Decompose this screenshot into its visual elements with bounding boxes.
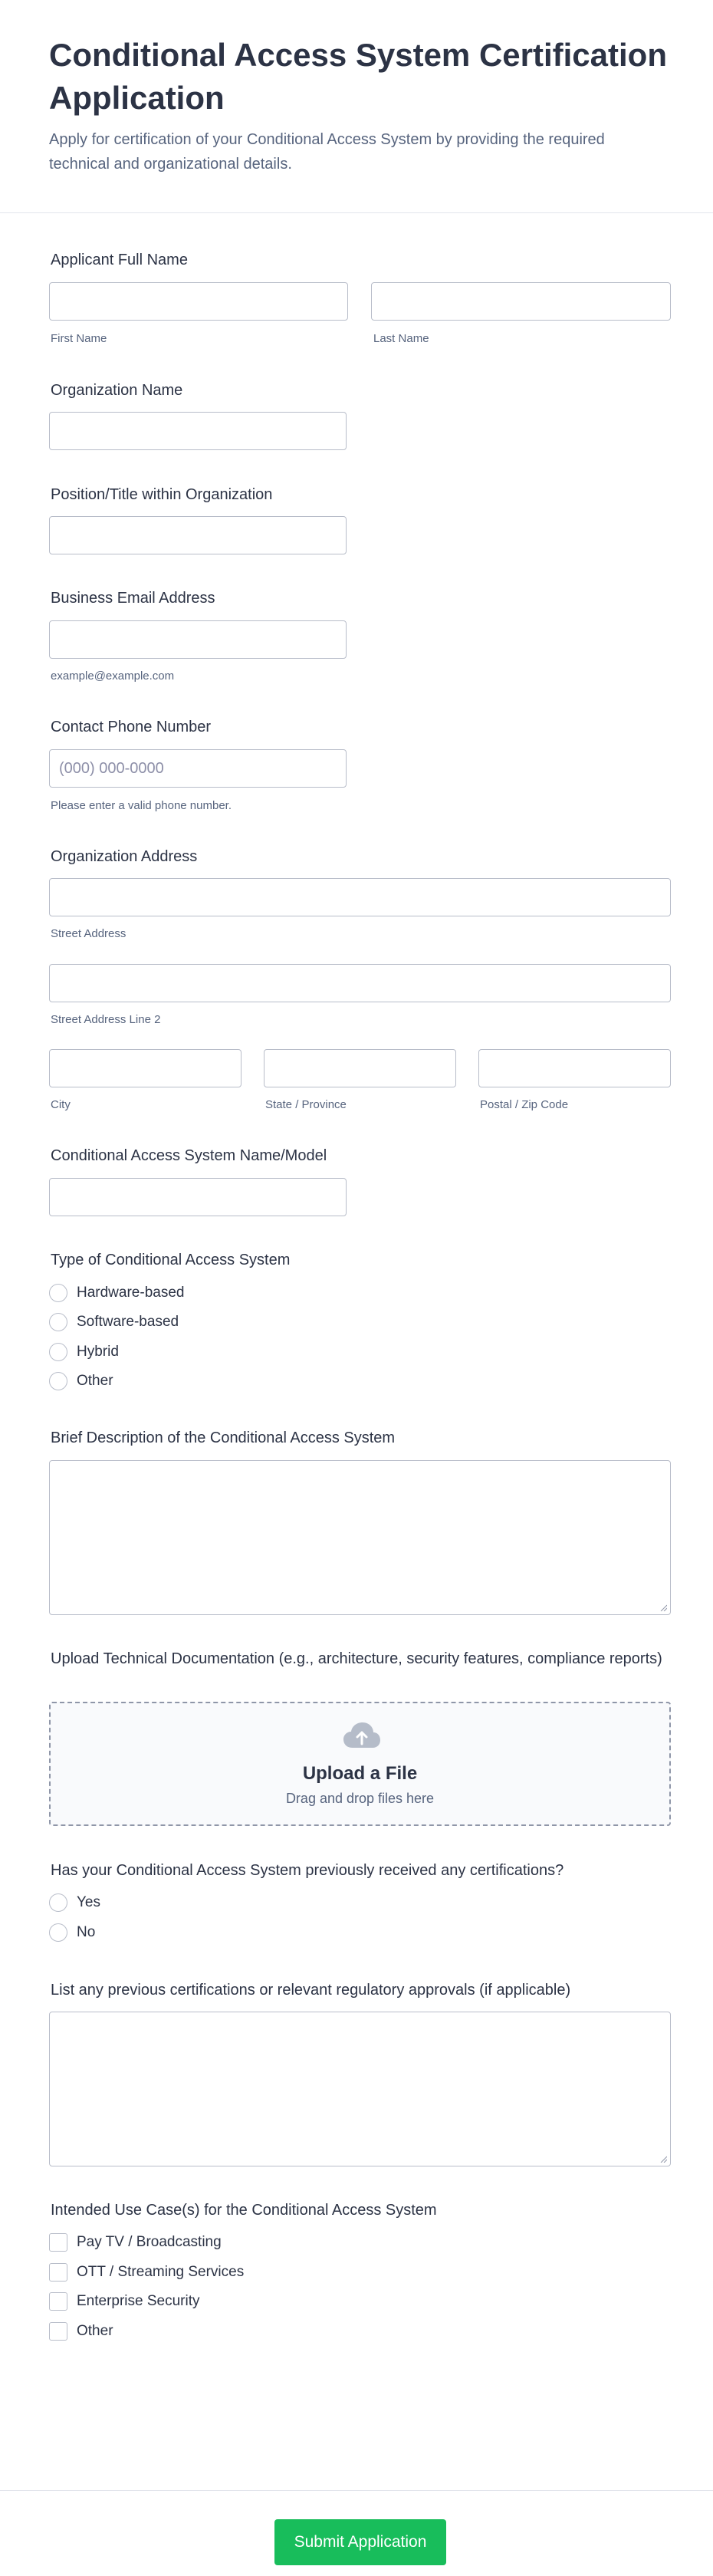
phone-label: Contact Phone Number [51, 719, 212, 735]
use-case-option[interactable] [49, 2262, 244, 2283]
radio-button[interactable] [49, 1372, 67, 1390]
email-sublabel: example@example.com [51, 669, 175, 683]
option-label: Other [77, 1373, 113, 1389]
cas-type-option[interactable] [49, 1282, 184, 1304]
footer-divider [0, 2490, 713, 2491]
prev-list-textarea[interactable] [49, 2012, 671, 2166]
radio-button[interactable] [49, 1923, 67, 1942]
page-subtitle: Apply for certification of your Conditional Access System by providing the required technical and organizational details. [49, 131, 605, 173]
street-address-input[interactable] [49, 878, 671, 916]
street-address-2-input[interactable] [49, 964, 671, 1002]
form-header [0, 0, 713, 213]
resize-handle-icon[interactable] [659, 1604, 667, 1611]
option-label: Other [77, 2323, 113, 2339]
email-input[interactable] [49, 620, 347, 659]
checkbox[interactable] [49, 2292, 67, 2311]
position-label: Position/Title within Organization [51, 486, 273, 503]
checkbox[interactable] [49, 2263, 67, 2282]
org-name-input[interactable] [49, 412, 347, 450]
cas-name-label: Conditional Access System Name/Model [51, 1147, 327, 1164]
description-textarea[interactable] [49, 1460, 671, 1615]
use-case-option[interactable] [49, 2321, 113, 2342]
street-address-sublabel: Street Address [51, 927, 127, 940]
zip-input[interactable] [478, 1049, 671, 1087]
cas-type-option[interactable] [49, 1341, 119, 1363]
cas-name-input[interactable] [49, 1178, 347, 1216]
option-label: Pay TV / Broadcasting [77, 2234, 222, 2250]
option-label: OTT / Streaming Services [77, 2264, 245, 2280]
street-address-2-sublabel: Street Address Line 2 [51, 1013, 161, 1026]
option-label: Hybrid [77, 1344, 119, 1360]
last-name-input[interactable] [371, 282, 671, 321]
state-sublabel: State / Province [265, 1098, 347, 1111]
upload-label: Upload Technical Documentation (e.g., architecture, security features, compliance reports) [51, 1650, 662, 1667]
full-name-label: Applicant Full Name [51, 252, 188, 268]
phone-input[interactable]: (000) 000-0000 [49, 749, 347, 788]
use-case-option[interactable] [49, 2291, 200, 2312]
option-label: Enterprise Security [77, 2293, 200, 2309]
description-label: Brief Description of the Conditional Access System [51, 1429, 396, 1446]
radio-button[interactable] [49, 1313, 67, 1331]
upload-subtitle: Drag and drop files here [285, 1791, 435, 1806]
prev-cert-option[interactable] [49, 1922, 95, 1943]
option-label: Software-based [77, 1314, 179, 1330]
phone-sublabel: Please enter a valid phone number. [51, 799, 232, 812]
radio-button[interactable] [49, 1343, 67, 1361]
option-label: No [77, 1924, 96, 1940]
use-cases-label: Intended Use Case(s) for the Conditional Access System [51, 2202, 437, 2219]
first-name-sublabel: First Name [51, 332, 107, 345]
submit-button[interactable]: Submit Application [274, 2519, 446, 2565]
cas-type-option[interactable] [49, 1370, 113, 1392]
state-input[interactable] [264, 1049, 456, 1087]
prev-list-label: List any previous certifications or relevant regulatory approvals (if applicable) [51, 1982, 571, 1999]
option-label: Yes [77, 1894, 100, 1910]
cloud-upload-icon [342, 1720, 382, 1751]
radio-button[interactable] [49, 1893, 67, 1912]
checkbox[interactable] [49, 2322, 67, 2341]
last-name-sublabel: Last Name [373, 332, 429, 345]
city-sublabel: City [51, 1098, 71, 1111]
resize-handle-icon[interactable] [659, 2155, 667, 2163]
use-case-option[interactable] [49, 2232, 222, 2253]
cas-type-label: Type of Conditional Access System [51, 1252, 291, 1268]
city-input[interactable] [49, 1049, 242, 1087]
radio-button[interactable] [49, 1284, 67, 1302]
org-name-label: Organization Name [51, 382, 183, 399]
prev-cert-label: Has your Conditional Access System previously received any certifications? [51, 1862, 564, 1879]
address-label: Organization Address [51, 848, 198, 865]
cas-type-option[interactable] [49, 1311, 179, 1333]
prev-cert-option[interactable] [49, 1892, 100, 1913]
option-label: Hardware-based [77, 1285, 185, 1301]
zip-sublabel: Postal / Zip Code [480, 1098, 569, 1111]
position-input[interactable] [49, 516, 347, 554]
checkbox[interactable] [49, 2233, 67, 2252]
upload-title: Upload a File [302, 1763, 418, 1784]
page-title: Conditional Access System Certification Application [49, 37, 667, 116]
file-upload-dropzone[interactable] [49, 1702, 671, 1826]
first-name-input[interactable] [49, 282, 348, 321]
email-label: Business Email Address [51, 590, 215, 607]
